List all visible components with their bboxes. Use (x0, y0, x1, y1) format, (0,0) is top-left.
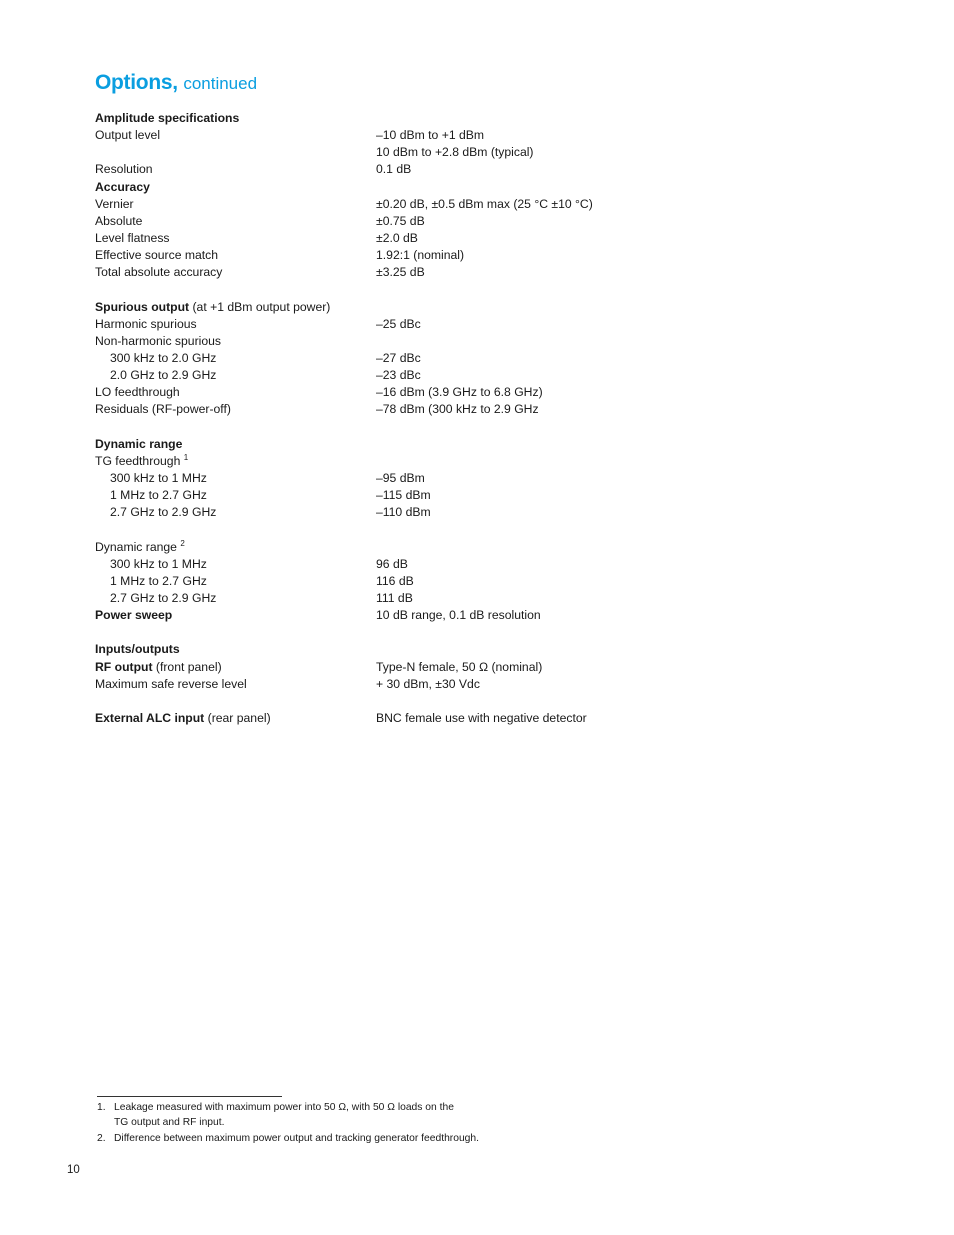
page-number: 10 (67, 1164, 80, 1176)
spec-row (95, 247, 715, 264)
spec-value: 1.92:1 (nominal) (376, 248, 465, 263)
spec-value: –78 dBm (300 kHz to 2.9 GHz (376, 402, 539, 417)
footnote-2 (97, 1131, 479, 1146)
spacer (95, 693, 715, 710)
spec-value: ±0.75 dB (376, 213, 425, 228)
spec-label: Vernier (95, 196, 134, 211)
spec-row (95, 127, 715, 144)
spec-row (95, 556, 715, 573)
spec-row (95, 573, 715, 590)
spec-label: LO feedthrough (95, 385, 180, 400)
section-heading: Dynamic range (95, 436, 183, 451)
footnote-1 (97, 1100, 454, 1130)
spec-value: –25 dBc (376, 316, 421, 331)
spec-value: –16 dBm (3.9 GHz to 6.8 GHz) (376, 385, 543, 400)
spec-row (95, 264, 715, 281)
spec-label: Absolute (95, 213, 143, 228)
spec-value: –23 dBc (376, 368, 421, 383)
spec-label: 2.0 GHz to 2.9 GHz (110, 368, 217, 383)
spec-value: –27 dBc (376, 350, 421, 365)
spec-row (95, 350, 715, 367)
footnote-ref: 2 (180, 538, 185, 548)
spec-label: 1 MHz to 2.7 GHz (110, 573, 207, 588)
spec-value: 111 dB (376, 590, 413, 605)
spec-value: ±2.0 dB (376, 230, 418, 245)
section-heading: Inputs/outputs (95, 642, 180, 657)
spec-row (95, 316, 715, 333)
section-heading: Spurious output (at +1 dBm output power) (95, 299, 331, 314)
spec-row (95, 401, 715, 418)
spec-label: RF output (front panel) (95, 659, 222, 674)
spec-row (95, 641, 715, 658)
spec-table (95, 110, 715, 727)
spec-row (95, 213, 715, 230)
spec-row (95, 333, 715, 350)
spacer (95, 521, 715, 538)
spec-label: Output level (95, 128, 161, 143)
spec-label: 300 kHz to 1 MHz (110, 556, 207, 571)
spec-value: –95 dBm (376, 470, 425, 485)
spec-row (95, 110, 715, 127)
spec-label: Effective source match (95, 248, 219, 263)
spec-row (95, 539, 715, 556)
spec-label: Residuals (RF-power-off) (95, 402, 231, 417)
subsection-heading: Accuracy (95, 179, 150, 194)
spec-value: 116 dB (376, 573, 414, 588)
spec-value: + 30 dBm, ±30 Vdc (376, 676, 480, 691)
spec-row (95, 196, 715, 213)
spec-label: Power sweep (95, 608, 173, 623)
footnote-number: 2. (97, 1133, 106, 1144)
title-main: Options, (95, 71, 178, 94)
spec-row (95, 590, 715, 607)
spec-value: ±3.25 dB (376, 265, 425, 280)
spec-value: –10 dBm to +1 dBm (376, 128, 485, 143)
footnote-text: Difference between maximum power output and tracking generator feedthrough. (114, 1133, 479, 1144)
spec-label: Non-harmonic spurious (95, 333, 221, 348)
spec-value: 0.1 dB (376, 162, 412, 177)
spec-label: Level flatness (95, 230, 170, 245)
spec-label: TG feedthrough $^1$ (95, 452, 189, 468)
title-continued: continued (183, 74, 258, 93)
spec-value: ±0.20 dB, ±0.5 dBm max (25 °C ±10 °C) (376, 196, 593, 211)
spec-row (95, 367, 715, 384)
footnote-divider (97, 1096, 282, 1097)
spec-label: Dynamic range $^2$ (95, 538, 185, 554)
spec-label: 2.7 GHz to 2.9 GHz (110, 505, 217, 520)
spec-value: 96 dB (376, 556, 408, 571)
spec-row (95, 384, 715, 401)
spec-row (95, 470, 715, 487)
spec-row (95, 676, 715, 693)
footnote-number: 1. (97, 1102, 106, 1113)
spec-row (95, 436, 715, 453)
spacer (95, 281, 715, 298)
spec-label: 1 MHz to 2.7 GHz (110, 488, 207, 503)
footnote-text: TG output and RF input. (114, 1117, 225, 1128)
spec-label: External ALC input (rear panel) (95, 710, 271, 725)
footnote-ref: 1 (183, 452, 189, 462)
spec-value: –110 dBm (376, 505, 431, 520)
spacer (95, 419, 715, 436)
spec-row (95, 710, 715, 727)
spec-row (95, 453, 715, 470)
spec-label: Harmonic spurious (95, 316, 197, 331)
spec-value: BNC female use with negative detector (376, 710, 587, 725)
spec-row (95, 607, 715, 624)
spec-label: 300 kHz to 1 MHz (110, 470, 207, 485)
spec-value: 10 dBm to +2.8 dBm (typical) (376, 145, 534, 160)
spec-value: –115 dBm (376, 488, 431, 503)
spec-row (95, 659, 715, 676)
spec-row (95, 504, 715, 521)
spec-label: Total absolute accuracy (95, 265, 223, 280)
spec-row (95, 161, 715, 178)
spec-row (95, 487, 715, 504)
spec-row (95, 179, 715, 196)
spec-value: Type-N female, 50 Ω (nominal) (376, 659, 543, 674)
footnote-text: Leakage measured with maximum power into 50 Ω, with 50 Ω loads on the (114, 1102, 454, 1113)
spec-label: Resolution (95, 162, 153, 177)
spec-row (95, 299, 715, 316)
spec-row (95, 230, 715, 247)
spacer (95, 624, 715, 641)
spec-label: 300 kHz to 2.0 GHz (110, 350, 217, 365)
spec-label: Maximum safe reverse level (95, 676, 247, 691)
spec-label: 2.7 GHz to 2.9 GHz (110, 590, 217, 605)
section-heading: Amplitude specifications (95, 111, 240, 125)
spec-value: 10 dB range, 0.1 dB resolution (376, 608, 541, 623)
spec-row (95, 144, 715, 161)
page-title (95, 70, 257, 97)
